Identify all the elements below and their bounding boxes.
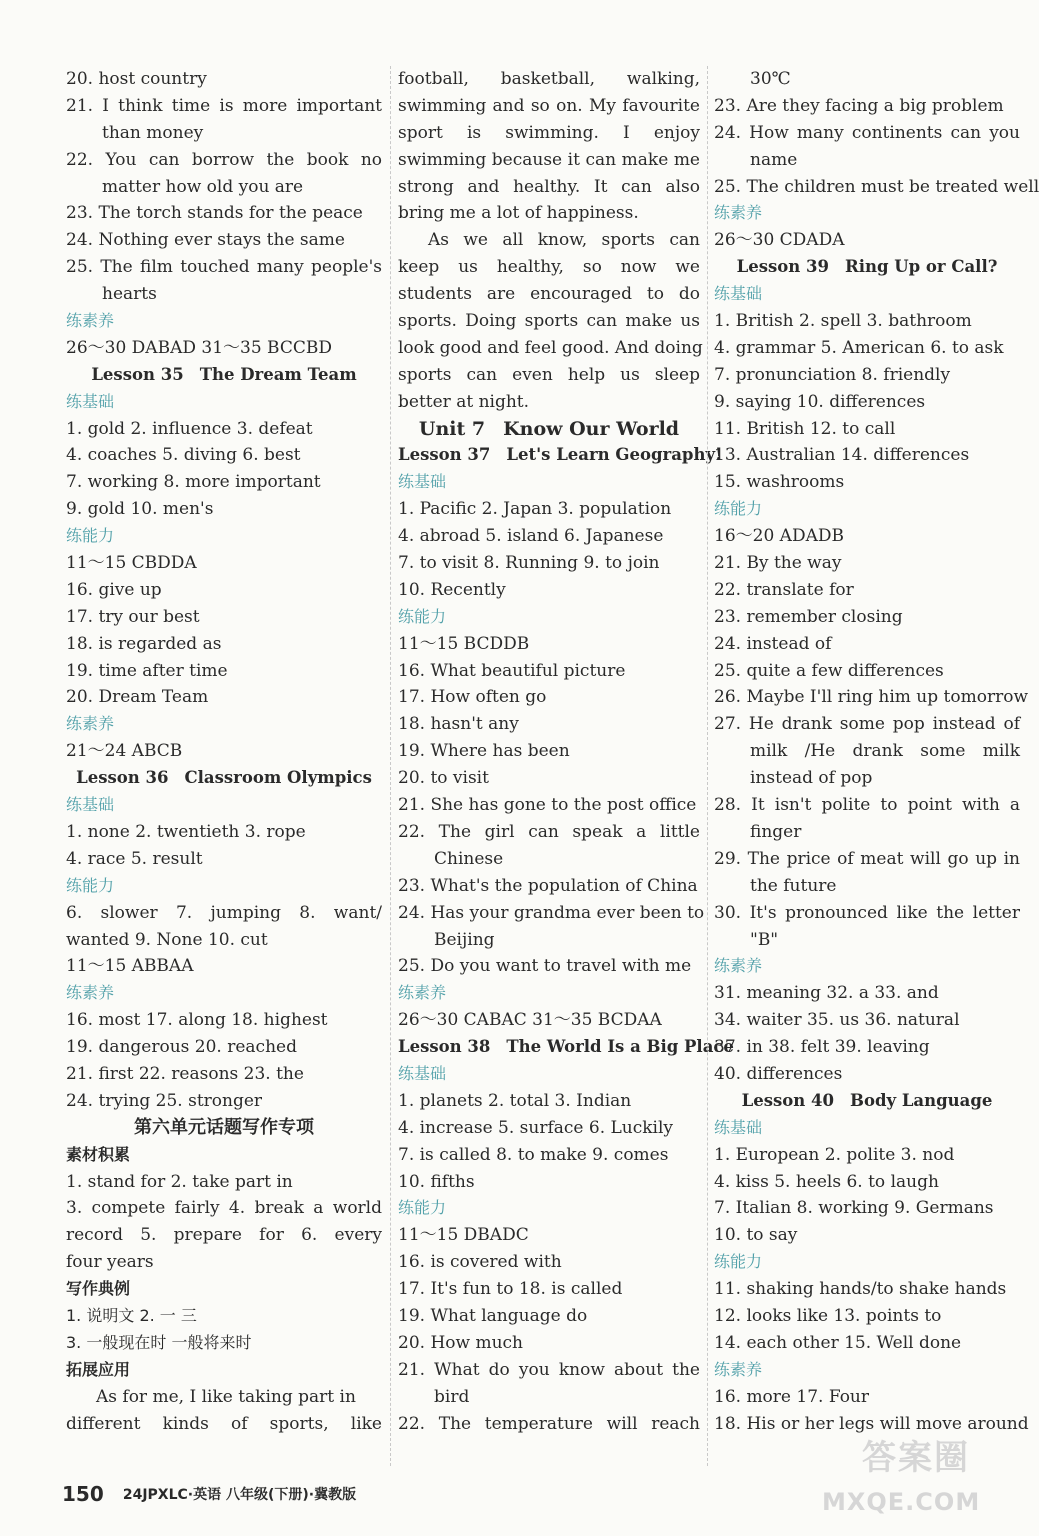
lesson-title: Classroom Olympics — [184, 768, 372, 788]
answer-line: 28. It isn't polite to point with a — [714, 795, 1020, 816]
answer-line: 20. to visit — [398, 768, 489, 789]
watermark — [822, 1430, 1022, 1526]
answer-line: hearts — [102, 284, 157, 305]
answer-line: the future — [750, 875, 837, 896]
answer-line: 1. Pacific 2. Japan 3. population — [398, 499, 672, 520]
answer-line: 30. It's pronounced like the letter — [714, 902, 1020, 923]
answer-line: record 5. prepare for 6. every — [66, 1225, 382, 1246]
section-label: 练素养 — [66, 311, 115, 331]
answer-line: 11～15 ABBAA — [66, 956, 194, 977]
answer-line: 29. The price of meat will go up in — [714, 848, 1020, 869]
section-label: 练能力 — [714, 1252, 763, 1272]
answer-line: look good and feel good. And doing — [398, 337, 703, 358]
answer-line: four years — [66, 1252, 154, 1273]
answer-line: 16. more 17. Four — [714, 1386, 870, 1407]
answer-line: 23. remember closing — [714, 606, 903, 627]
answer-line: 7. is called 8. to make 9. comes — [398, 1144, 669, 1165]
unit-title — [398, 416, 700, 443]
answer-line: 13. Australian 14. differences — [714, 445, 970, 466]
answer-line: sport is swimming. I enjoy — [398, 122, 700, 143]
answer-line: 12. looks like 13. points to — [714, 1305, 942, 1326]
answer-line: 20. host country — [66, 69, 207, 89]
lesson-heading — [398, 442, 723, 469]
answer-line: swimming because it can make me — [398, 149, 700, 170]
answer-line: 24. instead of — [714, 633, 832, 654]
answer-column-left — [66, 66, 382, 1437]
answer-line: 24. Nothing ever stays the same — [66, 230, 345, 251]
answer-line: instead of pop — [750, 768, 873, 789]
section-label: 练能力 — [714, 499, 763, 519]
answer-line: 4. race 5. result — [66, 848, 203, 869]
answer-line: 22. You can borrow the book no — [66, 149, 382, 170]
watermark-url: MXQE.COM — [822, 1488, 981, 1516]
answer-line: sports can even help us sleep — [398, 364, 700, 385]
answer-line: 1. planets 2. total 3. Indian — [398, 1090, 632, 1111]
answer-line: 7. pronunciation 8. friendly — [714, 364, 951, 385]
lesson-title: Ring Up or Call? — [844, 257, 998, 277]
section-title: 第六单元话题写作专项 — [134, 1116, 314, 1138]
answer-line: 25. The film touched many people's — [66, 257, 382, 278]
answer-line: 23. Are they facing a big problem — [714, 95, 1004, 116]
section-label: 练素养 — [398, 983, 447, 1003]
watermark-logo: 答案圈 — [862, 1438, 970, 1478]
answer-line: 34. waiter 35. us 36. natural — [714, 1010, 960, 1031]
answer-line: sports. Doing sports can make us — [398, 311, 700, 332]
answer-line: 4. grammar 5. American 6. to ask — [714, 337, 1004, 358]
section-label: 练素养 — [714, 956, 763, 976]
lesson-number: Lesson 39 — [736, 257, 829, 277]
answer-line: 4. increase 5. surface 6. Luckily — [398, 1117, 674, 1138]
answer-line: better at night. — [398, 391, 530, 412]
answer-line: 9. saying 10. differences — [714, 391, 926, 412]
answer-line: 15. washrooms — [714, 472, 845, 493]
answer-line: students are encouraged to do — [398, 284, 700, 305]
section-label: 练基础 — [66, 391, 115, 411]
lesson-title: Let's Learn Geography! — [506, 445, 723, 465]
answer-line: 18. His or her legs will move around — [714, 1413, 1029, 1434]
subsection-label: 素材积累 — [66, 1144, 131, 1164]
page-footer — [62, 1482, 356, 1522]
subsection-label: 拓展应用 — [66, 1359, 131, 1379]
answer-line: 7. working 8. more important — [66, 472, 321, 493]
answer-line: different kinds of sports, like — [66, 1413, 382, 1434]
answer-line: 19. time after time — [66, 660, 228, 681]
answer-column-middle — [398, 66, 734, 1437]
answer-line: 17. How often go — [398, 687, 547, 708]
answer-line: 16. What beautiful picture — [398, 660, 626, 681]
answer-line: milk /He drank some milk — [750, 741, 1020, 762]
lesson-number: Lesson 35 — [91, 364, 184, 384]
section-label: 练基础 — [66, 795, 115, 815]
answer-line: 1. British 2. spell 3. bathroom — [714, 311, 972, 332]
lesson-heading — [398, 1034, 734, 1061]
answer-line: 10. fifths — [398, 1171, 475, 1192]
answer-line: keep us healthy, so now we — [398, 257, 700, 278]
answer-line: 19. dangerous 20. reached — [66, 1037, 297, 1058]
answer-line: 21. What do you know about the — [398, 1359, 700, 1380]
answer-line: 21. first 22. reasons 23. the — [66, 1063, 304, 1084]
answer-line: 25. quite a few differences — [714, 660, 944, 681]
answer-line: 24. trying 25. stronger — [66, 1090, 263, 1111]
answer-line: 11. shaking hands/to shake hands — [714, 1279, 1007, 1300]
answer-line: 20. Dream Team — [66, 687, 209, 708]
answer-line: 1. European 2. polite 3. nod — [714, 1144, 955, 1165]
answer-line: 24. How many continents can you — [714, 122, 1020, 143]
answer-line: 16. most 17. along 18. highest — [66, 1010, 328, 1031]
answer-line: 1. stand for 2. take part in — [66, 1171, 293, 1192]
answer-line: 11～15 CBDDA — [66, 553, 197, 574]
answer-line: bird — [434, 1386, 470, 1407]
answer-line: football, basketball, walking, — [398, 69, 700, 89]
answer-line: 26～30 DABAD 31～35 BCCBD — [66, 337, 332, 358]
answer-line: As for me, I like taking part in — [96, 1386, 356, 1407]
section-label: 练素养 — [66, 983, 115, 1003]
answer-line: 16. is covered with — [398, 1252, 562, 1273]
answer-line: 40. differences — [714, 1063, 843, 1084]
answer-line: 16～20 ADADB — [714, 526, 844, 547]
answer-line: Chinese — [434, 848, 504, 869]
section-label: 练基础 — [398, 472, 447, 492]
answer-line: 18. is regarded as — [66, 633, 222, 654]
section-label: 练素养 — [714, 1359, 763, 1379]
answer-line: 22. The girl can speak a little — [398, 821, 700, 842]
lesson-title: Know Our World — [503, 417, 680, 440]
lesson-heading — [714, 254, 1020, 281]
section-label: 练基础 — [714, 284, 763, 304]
section-label: 练素养 — [66, 714, 115, 734]
section-label: 练素养 — [714, 203, 763, 223]
section-label: 练能力 — [66, 526, 115, 546]
lesson-number: Lesson 36 — [76, 768, 169, 788]
answer-line: 4. abroad 5. island 6. Japanese — [398, 526, 664, 547]
answer-line: 4. coaches 5. diving 6. best — [66, 445, 301, 466]
lesson-number: Unit 7 — [418, 417, 486, 440]
answer-line: 1. none 2. twentieth 3. rope — [66, 821, 306, 842]
answer-line: 3. compete fairly 4. break a world — [66, 1198, 382, 1219]
answer-line: 26. Maybe I'll ring him up tomorrow — [714, 687, 1029, 708]
answer-line: 7. to visit 8. Running 9. to join — [398, 553, 660, 574]
answer-line: 1. gold 2. influence 3. defeat — [66, 418, 313, 439]
answer-line: 21～24 ABCB — [66, 741, 183, 762]
answer-line: 26～30 CDADA — [714, 230, 845, 251]
answer-line: 31. meaning 32. a 33. and — [714, 983, 939, 1004]
section-label: 练基础 — [714, 1117, 763, 1137]
answer-line: 17. try our best — [66, 606, 200, 627]
answer-line: 21. She has gone to the post office — [398, 795, 697, 816]
answer-line: 27. He drank some pop instead of — [714, 714, 1020, 735]
lesson-heading — [66, 362, 382, 389]
column-divider — [707, 66, 708, 1466]
answer-line: 24. Has your grandma ever been to — [398, 902, 705, 923]
answer-line: 10. to say — [714, 1225, 798, 1246]
answer-line: than money — [102, 122, 204, 143]
answer-line: 11～15 DBADC — [398, 1225, 529, 1246]
book-label: 24JPXLC·英语 八年级(下册)·冀教版 — [122, 1487, 357, 1503]
answer-line: 17. It's fun to 18. is called — [398, 1279, 623, 1300]
answer-line: 25. The children must be treated well — [714, 176, 1039, 197]
answer-line: "B" — [750, 929, 779, 950]
answer-line: 7. Italian 8. working 9. Germans — [714, 1198, 994, 1219]
answer-line: 37. in 38. felt 39. leaving — [714, 1037, 930, 1058]
answer-line: 16. give up — [66, 579, 162, 600]
answer-line: 30℃ — [750, 69, 791, 89]
answer-line: strong and healthy. It can also — [398, 176, 700, 197]
lesson-number: Lesson 37 — [398, 445, 491, 465]
answer-line: name — [750, 149, 798, 170]
answer-line: 22. The temperature will reach — [398, 1413, 700, 1434]
answer-line: 22. translate for — [714, 579, 854, 600]
subsection-label: 写作典例 — [66, 1279, 131, 1299]
answer-line: matter how old you are — [102, 176, 304, 197]
answer-line: 20. How much — [398, 1332, 523, 1353]
lesson-number: Lesson 38 — [398, 1037, 491, 1057]
lesson-number: Lesson 40 — [741, 1090, 834, 1110]
answer-line: 3. 一般现在时 一般将来时 — [66, 1332, 252, 1352]
answer-line: 23. What's the population of China — [398, 875, 698, 896]
answer-column-right — [714, 66, 1039, 1437]
answer-line: 19. What language do — [398, 1305, 588, 1326]
answer-line: 11. British 12. to call — [714, 418, 896, 439]
answer-line: 18. hasn't any — [398, 714, 519, 735]
section-label: 练基础 — [398, 1063, 447, 1083]
lesson-title: The World Is a Big Place — [506, 1037, 734, 1057]
answer-line: 21. I think time is more important — [66, 95, 382, 116]
answer-line: bring me a lot of happiness. — [398, 203, 639, 224]
answer-line: 23. The torch stands for the peace — [66, 203, 363, 224]
answer-line: 9. gold 10. men's — [66, 499, 214, 520]
answer-line: 10. Recently — [398, 579, 506, 600]
answer-line: Beijing — [434, 929, 495, 950]
lesson-title: The Dream Team — [199, 364, 357, 384]
section-label: 练能力 — [66, 875, 115, 895]
answer-line: 1. 说明文 2. 一 三 — [66, 1305, 197, 1325]
answer-line: 19. Where has been — [398, 741, 570, 762]
lesson-heading — [66, 765, 382, 792]
section-label: 练能力 — [398, 1198, 447, 1218]
answer-line: 11～15 BCDDB — [398, 633, 530, 654]
answer-line: 21. By the way — [714, 553, 842, 574]
answer-line: 25. Do you want to travel with me — [398, 956, 692, 977]
section-label: 练能力 — [398, 606, 447, 626]
answer-line: swimming and so on. My favourite — [398, 95, 700, 116]
column-divider — [390, 66, 391, 1466]
page-number: 150 — [62, 1482, 104, 1506]
lesson-heading — [714, 1088, 1020, 1115]
answer-line: 4. kiss 5. heels 6. to laugh — [714, 1171, 939, 1192]
answer-line: As we all know, sports can — [428, 230, 700, 251]
answer-line: finger — [750, 821, 802, 842]
answer-line: 26～30 CABAC 31～35 BCDAA — [398, 1010, 662, 1031]
answer-line: 14. each other 15. Well done — [714, 1332, 962, 1353]
answer-line: wanted 9. None 10. cut — [66, 929, 268, 950]
lesson-title: Body Language — [850, 1090, 993, 1110]
answer-line: 6. slower 7. jumping 8. want/ — [66, 902, 382, 923]
